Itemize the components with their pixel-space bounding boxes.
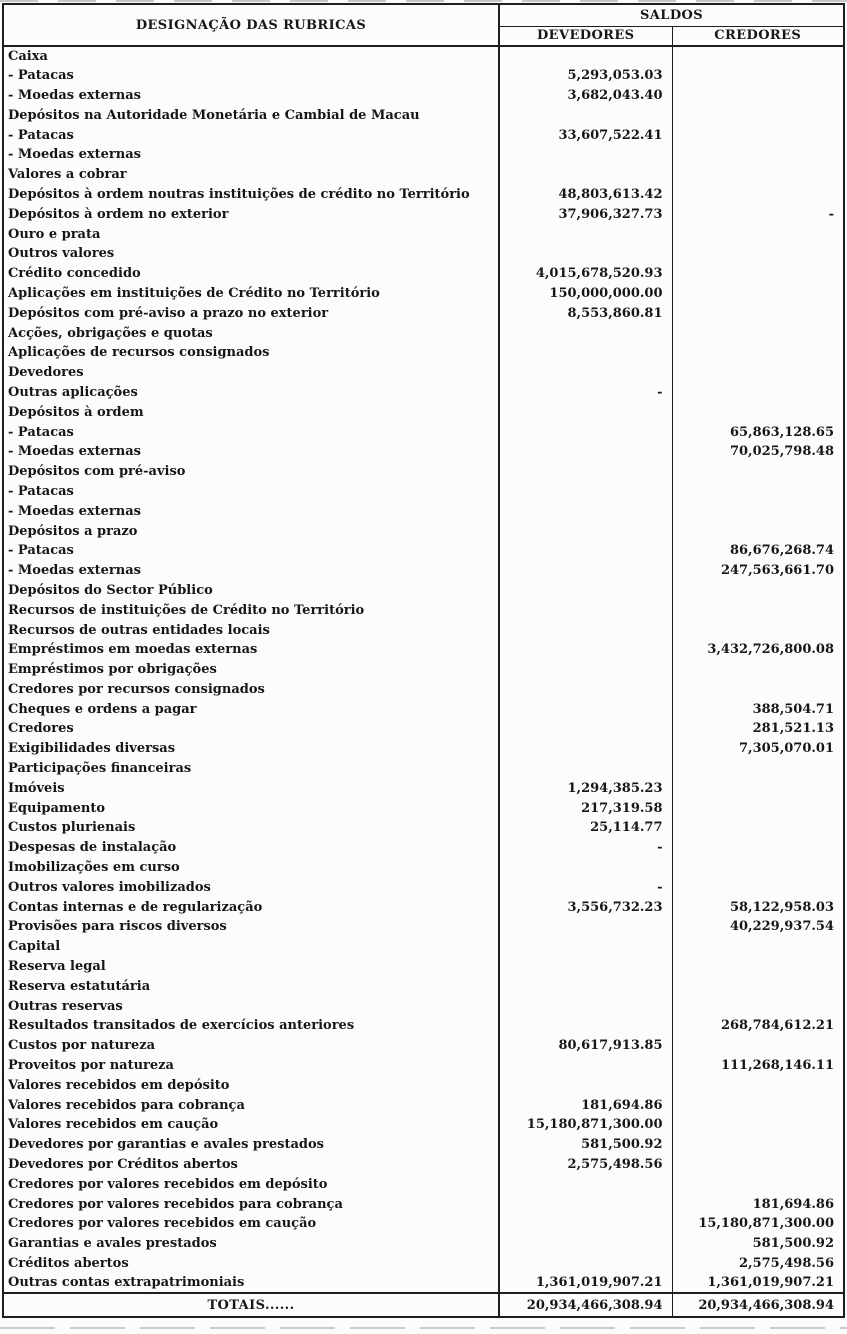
credores-value [672, 680, 844, 700]
rubric-name: Empréstimos por obrigações [3, 660, 499, 680]
table-row [3, 581, 844, 601]
table-row [3, 976, 844, 996]
devedores-value [499, 1214, 672, 1234]
rubric-name: Garantias e avales prestados [3, 1234, 499, 1254]
devedores-value [499, 343, 672, 363]
devedores-value [499, 442, 672, 462]
rubric-name: Aplicações de recursos consignados [3, 343, 499, 363]
credores-value [672, 858, 844, 878]
devedores-value: 1,294,385.23 [499, 778, 672, 798]
rubric-name: Recursos de outras entidades locais [3, 620, 499, 640]
rubric-name: Imóveis [3, 778, 499, 798]
table-row [3, 501, 844, 521]
credores-value [672, 818, 844, 838]
table-row [3, 303, 844, 323]
devedores-value [499, 501, 672, 521]
table-row [3, 858, 844, 878]
devedores-value: 3,556,732.23 [499, 897, 672, 917]
rubric-name: Despesas de instalação [3, 838, 499, 858]
table-row [3, 680, 844, 700]
rubric-name: Outras reservas [3, 996, 499, 1016]
scan-artifact-bottom [0, 1327, 847, 1329]
credores-value [672, 976, 844, 996]
rubric-name: Crédito concedido [3, 264, 499, 284]
credores-value [672, 284, 844, 304]
credores-value [672, 996, 844, 1016]
credores-value [672, 1095, 844, 1115]
credores-value [672, 482, 844, 502]
table-row [3, 204, 844, 224]
table-body [3, 46, 844, 1293]
rubric-name: - Patacas [3, 125, 499, 145]
devedores-value [499, 858, 672, 878]
rubric-name: Imobilizações em curso [3, 858, 499, 878]
credores-value: 15,180,871,300.00 [698, 1216, 835, 1232]
rubric-name: - Patacas [3, 422, 499, 442]
table-row [3, 521, 844, 541]
devedores-value [499, 739, 672, 759]
rubric-name: Devedores por garantias e avales prestados [3, 1135, 499, 1155]
rubric-name: Recursos de instituições de Crédito no Território [3, 600, 499, 620]
table-row [3, 1056, 844, 1076]
credores-value [672, 125, 844, 145]
table-row [3, 1194, 844, 1214]
column-header-designacao: DESIGNAÇÃO DAS RUBRICAS [3, 4, 499, 46]
rubric-name: Provisões para riscos diversos [3, 917, 499, 937]
devedores-value: 150,000,000.00 [499, 284, 672, 304]
devedores-value: 37,906,327.73 [499, 204, 672, 224]
devedores-value [499, 1194, 672, 1214]
credores-value [672, 1075, 844, 1095]
devedores-value [499, 957, 672, 977]
table-row [3, 264, 844, 284]
devedores-value [499, 1234, 672, 1254]
table-row [3, 838, 844, 858]
devedores-value [499, 561, 672, 581]
credores-value [672, 521, 844, 541]
credores-value [672, 383, 844, 403]
credores-value [672, 462, 844, 482]
credores-value [672, 86, 844, 106]
table-row [3, 541, 844, 561]
devedores-value: - [499, 838, 672, 858]
credores-value [672, 957, 844, 977]
scan-artifact-top [0, 0, 847, 2]
devedores-value [499, 581, 672, 601]
devedores-value [499, 937, 672, 957]
credores-value: 40,229,937.54 [729, 919, 835, 935]
table-row [3, 442, 844, 462]
rubric-name: Participações financeiras [3, 759, 499, 779]
credores-value [672, 620, 844, 640]
rubric-name: Depósitos à ordem [3, 402, 499, 422]
table-row [3, 244, 844, 264]
rubric-name: - Moedas externas [3, 561, 499, 581]
table-row [3, 462, 844, 482]
devedores-value [499, 46, 672, 66]
devedores-value [499, 1254, 672, 1274]
devedores-value [499, 145, 672, 165]
table-row [3, 957, 844, 977]
credores-value [672, 937, 844, 957]
devedores-value [499, 165, 672, 185]
table-row [3, 343, 844, 363]
devedores-value: 80,617,913.85 [499, 1036, 672, 1056]
table-row [3, 660, 844, 680]
table-header [3, 4, 844, 46]
devedores-value: 33,607,522.41 [499, 125, 672, 145]
rubric-name: - Moedas externas [3, 501, 499, 521]
devedores-value [499, 996, 672, 1016]
devedores-value [499, 541, 672, 561]
credores-value [672, 145, 844, 165]
devedores-value [499, 660, 672, 680]
devedores-value [499, 1056, 672, 1076]
table-row [3, 284, 844, 304]
rubric-name: Acções, obrigações e quotas [3, 323, 499, 343]
table-row [3, 699, 844, 719]
credores-value [672, 501, 844, 521]
credores-value: 247,563,661.70 [720, 563, 835, 579]
devedores-value [499, 759, 672, 779]
credores-value: 3,432,726,800.08 [707, 642, 835, 658]
rubric-name: Resultados transitados de exercícios anteriores [3, 1016, 499, 1036]
rubric-name: Credores [3, 719, 499, 739]
devedores-value [499, 640, 672, 660]
rubric-name: Contas internas e de regularização [3, 897, 499, 917]
table-row [3, 1214, 844, 1234]
rubric-name: Devedores por Créditos abertos [3, 1155, 499, 1175]
table-row [3, 1273, 844, 1293]
column-header-credores: CREDORES [672, 26, 844, 46]
rubric-name: Cheques e ordens a pagar [3, 699, 499, 719]
totals-label: TOTAIS...... [3, 1293, 499, 1317]
rubric-name: Ouro e prata [3, 224, 499, 244]
rubric-name: Depósitos com pré-aviso a prazo no exterior [3, 303, 499, 323]
rubric-name: Caixa [3, 46, 499, 66]
devedores-value [499, 521, 672, 541]
credores-value [672, 660, 844, 680]
devedores-value: 181,694.86 [499, 1095, 672, 1115]
rubric-name: Equipamento [3, 798, 499, 818]
table-row [3, 877, 844, 897]
rubric-name: Reserva legal [3, 957, 499, 977]
table-row [3, 363, 844, 383]
devedores-value: 48,803,613.42 [499, 185, 672, 205]
credores-value [672, 600, 844, 620]
table-row [3, 640, 844, 660]
table-row [3, 422, 844, 442]
table-row [3, 1174, 844, 1194]
rubric-name: Depósitos na Autoridade Monetária e Cambial de Macau [3, 105, 499, 125]
devedores-value [499, 363, 672, 383]
table-row [3, 185, 844, 205]
credores-value: 2,575,498.56 [739, 1256, 835, 1271]
rubric-name: Exigibilidades diversas [3, 739, 499, 759]
rubric-name: Custos plurienais [3, 818, 499, 838]
rubric-name: Depósitos do Sector Público [3, 581, 499, 601]
totals-row [3, 1293, 844, 1317]
credores-value [672, 1115, 844, 1135]
rubric-name: Valores a cobrar [3, 165, 499, 185]
rubric-name: Outras contas extrapatrimoniais [3, 1273, 499, 1293]
credores-value: 86,676,268.74 [729, 543, 835, 559]
table-row [3, 818, 844, 838]
credores-value [672, 264, 844, 284]
rubric-name: Depósitos à ordem noutras instituições de crédito no Território [3, 185, 499, 205]
table-row [3, 383, 844, 403]
rubric-name: Depósitos à ordem no exterior [3, 204, 499, 224]
rubric-name: Valores recebidos para cobrança [3, 1095, 499, 1115]
rubric-name: Depósitos a prazo [3, 521, 499, 541]
credores-value: 111,268,146.11 [720, 1058, 835, 1074]
table-row [3, 1135, 844, 1155]
table-row [3, 1095, 844, 1115]
rubric-name: - Moedas externas [3, 86, 499, 106]
devedores-value [499, 620, 672, 640]
rubric-name: Devedores [3, 363, 499, 383]
rubric-name: Valores recebidos em depósito [3, 1075, 499, 1095]
devedores-value [499, 402, 672, 422]
devedores-value: 25,114.77 [499, 818, 672, 838]
rubric-name: - Moedas externas [3, 442, 499, 462]
table-row [3, 323, 844, 343]
devedores-value: - [499, 383, 672, 403]
table-row [3, 66, 844, 86]
table-row [3, 224, 844, 244]
credores-value [672, 363, 844, 383]
credores-value: 281,521.13 [752, 721, 835, 737]
credores-value [672, 1135, 844, 1155]
rubric-name: - Patacas [3, 66, 499, 86]
rubric-name: Credores por valores recebidos em depósito [3, 1174, 499, 1194]
devedores-value [499, 462, 672, 482]
table-row [3, 1075, 844, 1095]
table-footer [3, 1293, 844, 1317]
credores-value [672, 798, 844, 818]
credores-value [672, 46, 844, 66]
credores-value: 268,784,612.21 [720, 1018, 835, 1034]
table-row [3, 105, 844, 125]
table-row [3, 1155, 844, 1175]
table-row [3, 165, 844, 185]
rubric-name: Outros valores imobilizados [3, 877, 499, 897]
devedores-value [499, 1075, 672, 1095]
credores-value [672, 778, 844, 798]
credores-value [672, 66, 844, 86]
devedores-value [499, 917, 672, 937]
rubric-name: Outras aplicações [3, 383, 499, 403]
devedores-value [499, 244, 672, 264]
table-row [3, 402, 844, 422]
credores-value: - [828, 206, 835, 222]
rubric-name: Empréstimos em moedas externas [3, 640, 499, 660]
table-row [3, 759, 844, 779]
rubric-name: Créditos abertos [3, 1254, 499, 1274]
rubric-name: - Patacas [3, 482, 499, 502]
table-row [3, 620, 844, 640]
table-row [3, 897, 844, 917]
credores-value [672, 581, 844, 601]
credores-value [672, 759, 844, 779]
devedores-value: 3,682,043.40 [499, 86, 672, 106]
credores-value [672, 1174, 844, 1194]
credores-value [672, 323, 844, 343]
credores-value [672, 838, 844, 858]
credores-value: 1,361,019,907.21 [707, 1275, 835, 1291]
rubric-name: Aplicações em instituições de Crédito no Território [3, 284, 499, 304]
rubric-name: Custos por natureza [3, 1036, 499, 1056]
credores-value [672, 303, 844, 323]
credores-value [672, 185, 844, 205]
credores-value: 65,863,128.65 [729, 424, 835, 440]
rubric-name: Proveitos por natureza [3, 1056, 499, 1076]
table-row [3, 561, 844, 581]
credores-value [672, 244, 844, 264]
table-row [3, 86, 844, 106]
column-header-devedores: DEVEDORES [499, 26, 672, 46]
rubric-name: Credores por recursos consignados [3, 680, 499, 700]
credores-value: 181,694.86 [752, 1196, 835, 1212]
devedores-value [499, 1016, 672, 1036]
totals-credores-value: 20,934,466,308.94 [672, 1293, 844, 1317]
table-row [3, 719, 844, 739]
devedores-value: 217,319.58 [499, 798, 672, 818]
credores-value [672, 1036, 844, 1056]
credores-value [672, 1155, 844, 1175]
table-row [3, 1115, 844, 1135]
table-row [3, 937, 844, 957]
table-row [3, 125, 844, 145]
devedores-value [499, 680, 672, 700]
rubric-name: Reserva estatutária [3, 976, 499, 996]
table-row [3, 1036, 844, 1056]
credores-value [672, 224, 844, 244]
table-row [3, 798, 844, 818]
credores-value [672, 165, 844, 185]
devedores-value: 5,293,053.03 [499, 66, 672, 86]
rubric-name: Depósitos com pré-aviso [3, 462, 499, 482]
credores-value [672, 105, 844, 125]
devedores-value [499, 1174, 672, 1194]
rubric-name: - Patacas [3, 541, 499, 561]
credores-value: 581,500.92 [752, 1236, 835, 1252]
devedores-value [499, 105, 672, 125]
devedores-value [499, 323, 672, 343]
table-row [3, 1016, 844, 1036]
rubric-name: Valores recebidos em caução [3, 1115, 499, 1135]
devedores-value: 581,500.92 [499, 1135, 672, 1155]
devedores-value: 15,180,871,300.00 [499, 1115, 672, 1135]
devedores-value: - [499, 877, 672, 897]
rubric-name: Capital [3, 937, 499, 957]
table-row [3, 917, 844, 937]
rubric-name: Credores por valores recebidos para cobrança [3, 1194, 499, 1214]
devedores-value [499, 719, 672, 739]
devedores-value: 8,553,860.81 [499, 303, 672, 323]
devedores-value [499, 699, 672, 719]
table-row [3, 600, 844, 620]
credores-value: 388,504.71 [752, 701, 835, 717]
devedores-value: 4,015,678,520.93 [499, 264, 672, 284]
totals-devedores-value: 20,934,466,308.94 [499, 1293, 672, 1317]
devedores-value [499, 600, 672, 620]
table-row [3, 1234, 844, 1254]
credores-value [672, 343, 844, 363]
table-row [3, 739, 844, 759]
credores-value [672, 877, 844, 897]
balance-sheet-table [2, 3, 845, 1318]
credores-value [672, 402, 844, 422]
devedores-value: 2,575,498.56 [499, 1155, 672, 1175]
rubric-name: Credores por valores recebidos em caução [3, 1214, 499, 1234]
table-row [3, 778, 844, 798]
credores-value: 58,122,958.03 [729, 899, 835, 915]
rubric-name: Outros valores [3, 244, 499, 264]
table-row [3, 482, 844, 502]
table-row [3, 46, 844, 66]
credores-value: 70,025,798.48 [729, 444, 835, 460]
devedores-value [499, 422, 672, 442]
devedores-value: 1,361,019,907.21 [499, 1273, 672, 1293]
devedores-value [499, 482, 672, 502]
devedores-value [499, 976, 672, 996]
rubric-name: - Moedas externas [3, 145, 499, 165]
credores-value: 7,305,070.01 [739, 741, 835, 757]
devedores-value [499, 224, 672, 244]
table-row [3, 1254, 844, 1274]
table-row [3, 996, 844, 1016]
column-header-saldos: SALDOS [499, 4, 844, 26]
table-row [3, 145, 844, 165]
